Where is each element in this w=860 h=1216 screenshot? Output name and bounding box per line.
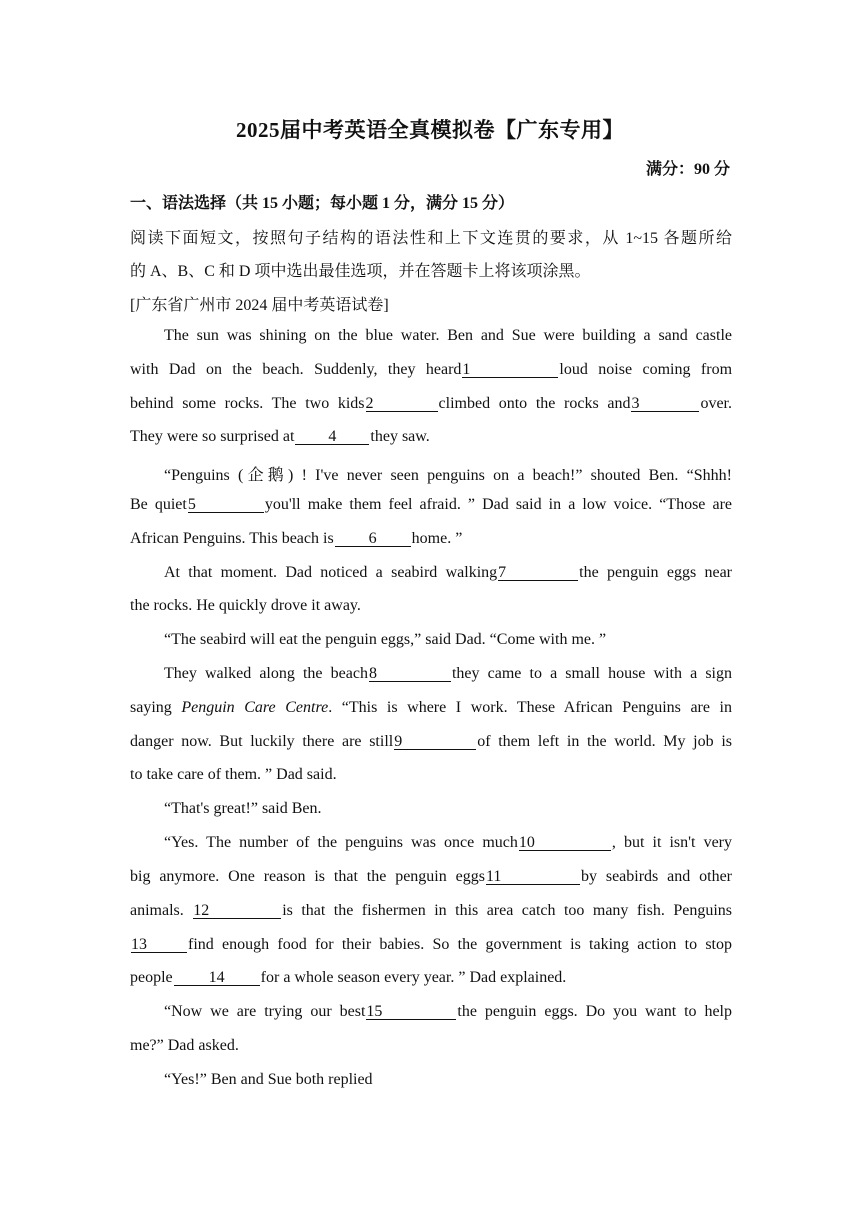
text-segment: the penguin eggs near (579, 564, 733, 581)
text-segment: danger now. But luckily there are still (130, 733, 394, 750)
text-segment: home. ” (411, 530, 463, 547)
passage-line (130, 395, 732, 413)
full-score: 满分：90 分 (645, 161, 730, 178)
text-segment: they saw. (370, 428, 430, 445)
source-note: [广东省广州市 2024 届中考英语试卷] (130, 297, 389, 314)
blank-5[interactable]: 5 (188, 497, 264, 513)
blank-10[interactable]: 10 (519, 835, 611, 851)
text-segment: loud noise coming from (559, 361, 733, 378)
passage-line (130, 834, 732, 852)
text-segment: of them left in the world. My job is (477, 733, 732, 750)
italic-sign-name: Penguin Care Centre (181, 699, 329, 716)
section-heading: 一、语法选择（共 15 小题；每小题 1 分，满分 15 分） (130, 195, 515, 212)
text-segment: the penguin eggs. Do you want to help (457, 1003, 732, 1020)
passage-line (130, 665, 732, 683)
text-segment: find enough food for their babies. So the government is taking action to stop (188, 936, 732, 953)
text-segment: with Dad on the beach. Suddenly, they heard (130, 361, 462, 378)
text-segment: climbed onto the rocks and (438, 395, 631, 412)
text-segment: , but it isn't very (611, 834, 733, 851)
text-segment: . “This is where I work. These African Penguins are in (328, 699, 733, 716)
passage-line (130, 936, 732, 954)
blank-12[interactable]: 12 (193, 903, 281, 919)
passage-line (130, 969, 732, 987)
text-segment: people (130, 969, 173, 986)
text-segment: They walked along the beach (164, 665, 368, 682)
passage-line (130, 1003, 732, 1021)
text-segment: you'll make them feel afraid. ” Dad said in a low voice. “Those are (264, 496, 733, 513)
passage-line (130, 733, 732, 751)
passage-line: “That's great!” said Ben. (164, 800, 322, 817)
blank-7[interactable]: 7 (498, 565, 578, 581)
passage-line (130, 868, 732, 886)
passage-line (130, 530, 732, 548)
passage-line (130, 428, 732, 446)
blank-3[interactable]: 3 (631, 396, 699, 412)
passage-line (130, 564, 732, 582)
text-segment: At that moment. Dad noticed a seabird walking (164, 564, 498, 581)
text-segment: behind some rocks. The two kids (130, 395, 365, 412)
blank-9[interactable]: 9 (394, 734, 476, 750)
text-segment: “Yes. The number of the penguins was once much (164, 834, 518, 851)
passage-line (130, 902, 732, 920)
text-segment: big anymore. One reason is that the penguin eggs (130, 868, 485, 885)
text-segment: for a whole season every year. ” Dad explained. (260, 969, 567, 986)
text-segment: African Penguins. This beach is (130, 530, 334, 547)
passage-line: “The seabird will eat the penguin eggs,” said Dad. “Come with me. ” (164, 631, 607, 648)
text-segment: saying (130, 699, 182, 716)
text-segment: animals. (130, 902, 193, 919)
text-segment: They were so surprised at (130, 428, 295, 445)
blank-6[interactable]: 6 (335, 531, 411, 547)
instructions-line-1: 阅读下面短文，按照句子结构的语法性和上下文连贯的要求，从 1~15 各题所给 (130, 230, 732, 247)
passage-line: the rocks. He quickly drove it away. (130, 597, 361, 614)
text-segment: Be quiet (130, 496, 187, 513)
blank-1[interactable]: 1 (462, 362, 558, 378)
text-segment: is that the fishermen in this area catch too many fish. Penguins (282, 902, 732, 919)
blank-11[interactable]: 11 (486, 869, 580, 885)
text-segment: by seabirds and other (580, 868, 733, 885)
passage-line: The sun was shining on the blue water. Ben and Sue were building a sand castle (164, 327, 732, 344)
text-segment: over. (700, 395, 732, 412)
passage-line (130, 699, 732, 717)
text-segment: “Now we are trying our best (164, 1003, 366, 1020)
blank-13[interactable]: 13 (131, 937, 187, 953)
page-title: 2025届中考英语全真模拟卷【广东专用】 (236, 118, 624, 142)
passage-line: to take care of them. ” Dad said. (130, 766, 337, 783)
blank-8[interactable]: 8 (369, 666, 451, 682)
blank-2[interactable]: 2 (366, 396, 438, 412)
text-segment: they came to a small house with a sign (451, 665, 732, 682)
passage-line (130, 496, 732, 514)
blank-14[interactable]: 14 (174, 970, 260, 986)
passage-line: me?” Dad asked. (130, 1037, 239, 1054)
instructions-line-2: 的 A、B、C 和 D 项中选出最佳选项，并在答题卡上将该项涂黑。 (130, 263, 591, 280)
passage-line: “Penguins (企鹅) ! I've never seen penguins on a beach!” shouted Ben. “Shhh! (164, 467, 732, 484)
passage-line (130, 361, 732, 379)
passage-line: “Yes!” Ben and Sue both replied (164, 1071, 373, 1088)
blank-15[interactable]: 15 (366, 1004, 456, 1020)
blank-4[interactable]: 4 (295, 429, 369, 445)
